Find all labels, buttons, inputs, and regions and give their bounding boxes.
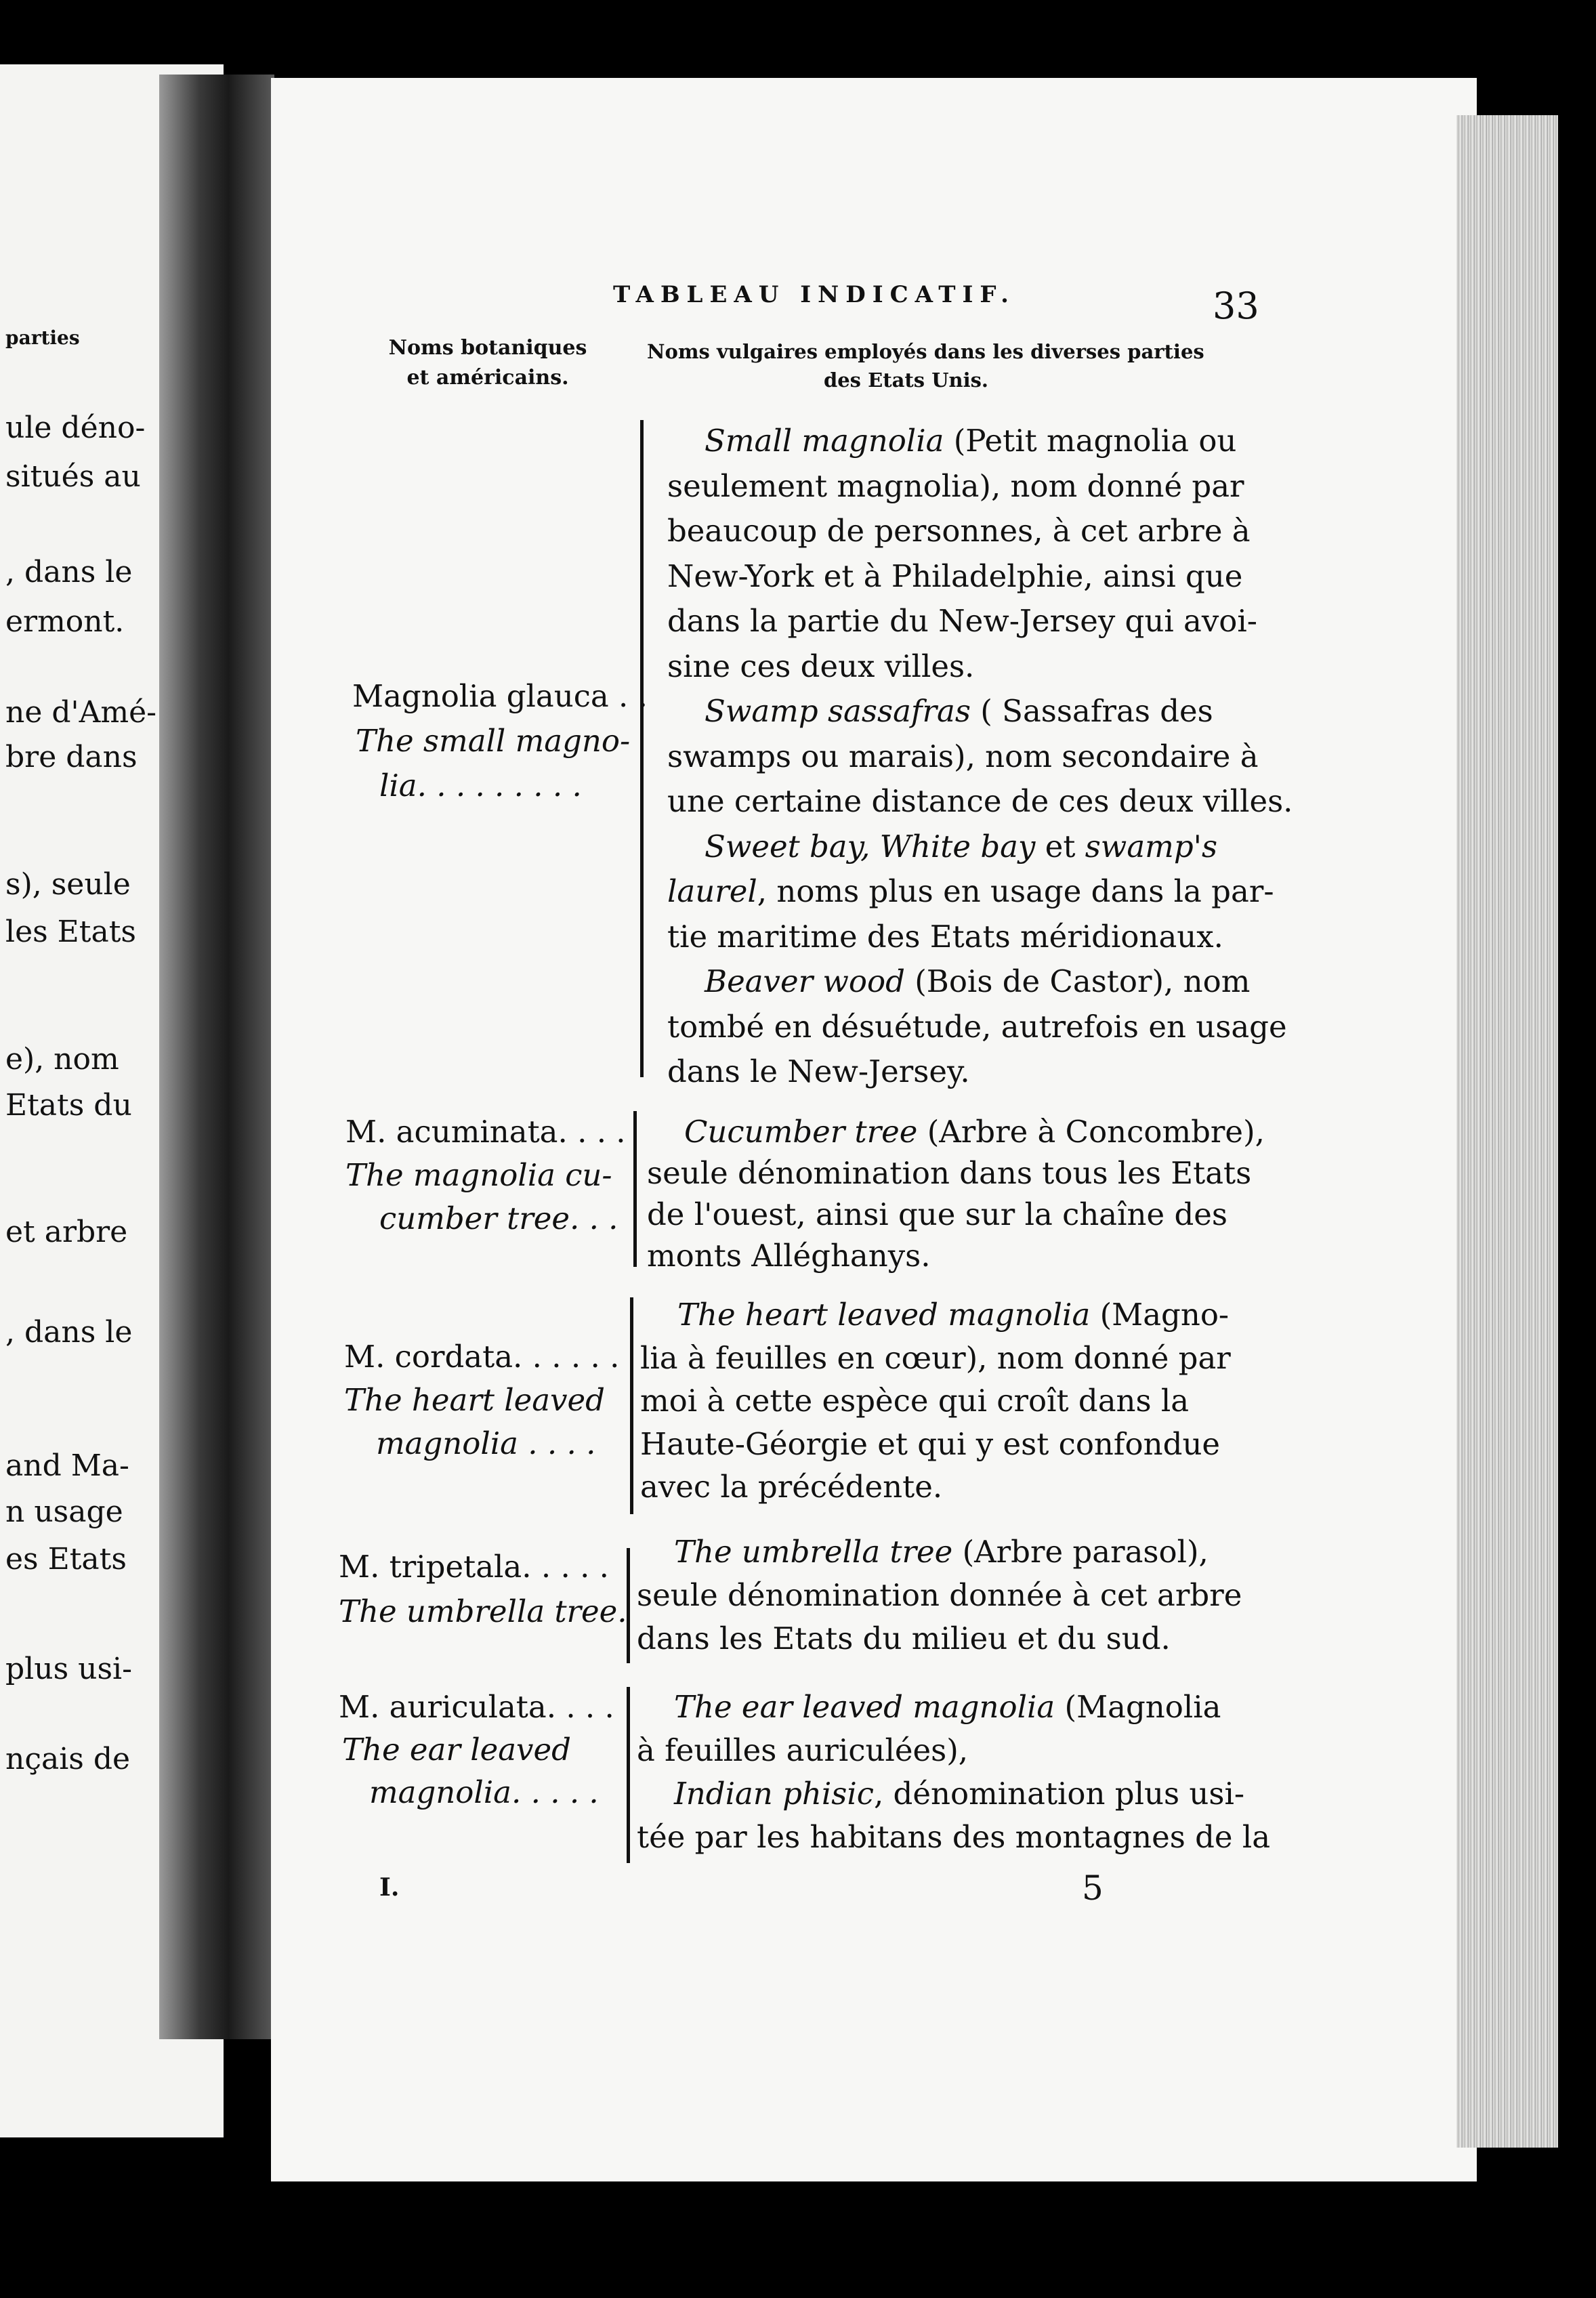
left-fragment: and Ma- (5, 1448, 129, 1483)
left-fragment: ne d'Amé- (5, 695, 157, 730)
description-text: New-York et à Philadelphie, ainsi que (667, 558, 1243, 594)
description-line (667, 513, 1251, 549)
description-text: (Bois de Castor), nom (904, 963, 1251, 999)
description-line (637, 1732, 969, 1768)
signature-mark: I. (379, 1873, 400, 1902)
botanical-english-name: magnolia . . . . (376, 1425, 596, 1461)
description-text: dans le New-Jersey. (667, 1053, 970, 1089)
description-line (637, 1819, 1271, 1855)
description-text: , dénomination plus usi- (873, 1776, 1245, 1812)
left-fragment: s), seule (5, 867, 131, 902)
description-text: sine ces deux villes. (667, 648, 975, 684)
common-name: laurel (667, 873, 757, 909)
description-line (667, 558, 1243, 594)
description-text: beaucoup de personnes, à cet arbre à (667, 513, 1251, 549)
description-line (647, 1155, 1252, 1191)
brace (633, 1111, 637, 1267)
botanical-latin-name: M. cordata. . . . . . (344, 1339, 620, 1375)
left-fragment: es Etats (5, 1542, 127, 1576)
botanical-english-name: The ear leaved (342, 1732, 571, 1768)
common-name: The heart leaved magnolia (677, 1297, 1091, 1333)
description-line (684, 1114, 1265, 1150)
description-text: (Arbre parasol), (952, 1534, 1209, 1570)
left-fragment: les Etats (5, 915, 136, 949)
botanical-english-name: The small magno- (356, 723, 631, 759)
brace (627, 1548, 630, 1663)
left-fragment: plus usi- (5, 1652, 132, 1686)
left-fragment: , dans le (5, 555, 133, 589)
description-line (640, 1469, 943, 1505)
botanical-english-name: The umbrella tree. (339, 1593, 627, 1629)
common-name: The ear leaved magnolia (674, 1689, 1055, 1725)
description-line (640, 1340, 1231, 1376)
brace (640, 420, 644, 1077)
description-text: moi à cette espèce qui croît dans la (640, 1383, 1190, 1419)
common-name: Beaver wood (705, 963, 905, 999)
running-head: TABLEAU INDICATIF. (613, 281, 1015, 308)
description-line (674, 1689, 1221, 1725)
description-line (667, 468, 1244, 504)
description-line (647, 1196, 1227, 1232)
botanical-english-name: lia. . . . . . . . . (379, 768, 582, 803)
description-line (705, 831, 1217, 862)
column-header-vulgar-line1: Noms vulgaires employés dans les diverses parties (647, 340, 1204, 363)
description-text: (Magnolia (1055, 1689, 1221, 1725)
brace (630, 1297, 633, 1514)
description-line (637, 1577, 1242, 1613)
common-name: Cucumber tree (684, 1114, 918, 1150)
common-name: The umbrella tree (674, 1534, 953, 1570)
description-text: (Arbre à Concombre), (917, 1114, 1265, 1150)
description-line (705, 423, 1237, 459)
botanical-english-name: The heart leaved (344, 1382, 605, 1418)
left-fragment: ermont. (5, 604, 125, 639)
description-line (640, 1383, 1190, 1419)
description-line (667, 1009, 1287, 1045)
botanical-latin-name: Magnolia glauca . . (352, 678, 648, 714)
left-fragment: et arbre (5, 1215, 128, 1249)
left-fragment: e), nom (5, 1042, 119, 1077)
book-gutter (159, 75, 274, 2039)
description-text: tombé en désuétude, autrefois en usage (667, 1009, 1287, 1045)
description-text: monts Alléghanys. (647, 1238, 931, 1274)
common-name: Swamp sassafras (705, 693, 971, 729)
description-text: à feuilles auriculées), (637, 1732, 969, 1768)
description-line (667, 873, 1274, 909)
description-line (705, 693, 1213, 729)
left-fragment: nçais de (5, 1742, 131, 1776)
description-text: , noms plus en usage dans la par- (757, 873, 1274, 909)
common-name: Indian phisic (674, 1776, 874, 1812)
description-text: et (1035, 829, 1085, 864)
description-text: (Petit magnolia ou (944, 423, 1237, 459)
botanical-latin-name: M. acuminata. . . . (345, 1114, 626, 1150)
description-line (674, 1776, 1245, 1812)
botanical-latin-name: M. auriculata. . . . (339, 1689, 614, 1725)
folio-number: 5 (1082, 1868, 1104, 1908)
botanical-english-name: The magnolia cu- (345, 1157, 612, 1193)
botanical-english-name: magnolia. . . . . (369, 1774, 599, 1810)
description-text: seulement magnolia), nom donné par (667, 468, 1244, 504)
description-line (677, 1297, 1230, 1333)
description-line (637, 1623, 1171, 1654)
common-name: Small magnolia (705, 423, 944, 459)
column-header-vulgar-line2: des Etats Unis. (823, 369, 989, 392)
description-line (705, 963, 1251, 999)
page-number: 33 (1213, 285, 1259, 327)
description-line (647, 1238, 931, 1274)
common-name: Sweet bay, White bay (705, 829, 1036, 864)
description-text: avec la précédente. (640, 1469, 943, 1505)
left-fragment: Etats du (5, 1088, 132, 1123)
description-line (667, 648, 975, 684)
left-fragment: bre dans (5, 740, 138, 774)
description-text: Haute-Géorgie et qui y est confondue (640, 1426, 1221, 1462)
botanical-latin-name: M. tripetala. . . . . (339, 1549, 609, 1585)
left-fragment: parties (5, 327, 80, 349)
left-fragment: situés au (5, 459, 141, 494)
description-line (667, 1053, 970, 1089)
column-header-botanical: Noms botaniques et américains. (388, 336, 587, 390)
common-name: swamp's (1085, 829, 1218, 864)
left-fragment: , dans le (5, 1315, 133, 1350)
description-text: tie maritime des Etats méridionaux. (667, 919, 1223, 955)
description-text: tée par les habitans des montagnes de la (637, 1819, 1271, 1855)
description-text: seule dénomination donnée à cet arbre (637, 1577, 1242, 1613)
description-text: lia à feuilles en cœur), nom donné par (640, 1340, 1231, 1376)
left-fragment: ule déno- (5, 411, 146, 445)
description-line (667, 738, 1259, 774)
description-text: ( Sassafras des (970, 693, 1213, 729)
column-header-vulgar (647, 337, 1240, 394)
description-text: dans les Etats du milieu et du sud. (637, 1621, 1171, 1656)
page-edges (1456, 115, 1558, 2148)
description-text: de l'ouest, ainsi que sur la chaîne des (647, 1196, 1227, 1232)
botanical-english-name: cumber tree. . . (379, 1200, 618, 1236)
description-line (674, 1534, 1209, 1570)
description-text: une certaine distance de ces deux villes. (667, 783, 1293, 819)
description-line (640, 1426, 1221, 1462)
description-text: (Magno- (1090, 1297, 1230, 1333)
brace (627, 1687, 630, 1863)
description-text: seule dénomination dans tous les Etats (647, 1155, 1252, 1191)
left-fragment: n usage (5, 1495, 123, 1529)
description-line (667, 603, 1257, 639)
description-line (667, 783, 1293, 819)
description-text: dans la partie du New-Jersey qui avoi- (667, 603, 1257, 639)
description-text: swamps ou marais), nom secondaire à (667, 738, 1259, 774)
description-line (667, 919, 1223, 955)
